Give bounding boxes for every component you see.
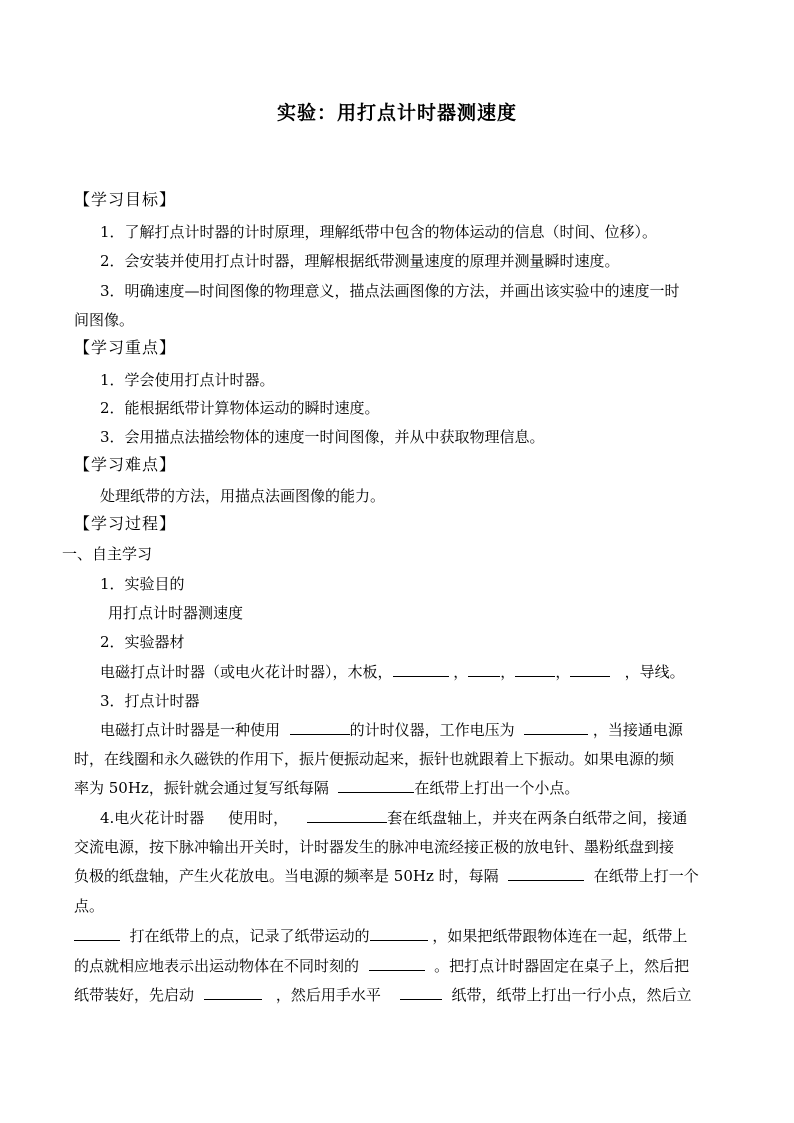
purpose-text: 用打点计时器测速度 — [108, 604, 244, 622]
timer-label: 3．打点计时器 — [100, 692, 200, 710]
record-line-2 — [74, 956, 724, 976]
process-heading: 【学习过程】 — [74, 514, 177, 533]
goal-item-3-cont: 间图像。 — [74, 311, 135, 329]
text-fragment: 纸带，纸带上打出一行小点，然后立 — [451, 986, 692, 1004]
difficulty-text: 处理纸带的方法，用描点法画图像的能力。 — [100, 487, 386, 505]
blank-field[interactable] — [307, 808, 387, 823]
blank-field[interactable] — [508, 866, 584, 881]
blank-field[interactable] — [204, 985, 262, 1000]
goal-item-3: 3．明确速度—时间图像的物理意义，描点法画图像的方法，并画出该实验中的速度一时 — [100, 282, 680, 300]
equipment-line: 电磁打点计时器（或电火花计时器），木板， ， ， ， ，导线。 — [100, 663, 685, 681]
blank-field[interactable] — [290, 720, 350, 735]
blank-field[interactable] — [570, 662, 610, 677]
text-fragment: 4.电火花计时器 — [100, 809, 205, 827]
page-title: 实验：用打点计时器测速度 — [276, 102, 517, 124]
text-fragment: 在纸带上打出一个小点。 — [414, 779, 580, 797]
purpose-label: 1．实验目的 — [100, 575, 185, 593]
difficulty-heading: 【学习难点】 — [74, 455, 177, 474]
blank-field[interactable] — [369, 956, 425, 971]
text-fragment: 。把打点计时器固定在桌子上，然后把 — [434, 957, 690, 975]
blank-field[interactable] — [524, 720, 588, 735]
text-fragment: 在纸带上打一个 — [593, 867, 699, 885]
section-self-study: 一、自主学习 — [62, 545, 153, 563]
record-line-3 — [74, 985, 724, 1005]
record-line-1 — [74, 926, 724, 946]
text-fragment: 纸带装好，先启动 — [74, 986, 195, 1004]
text-fragment: 负极的纸盘轴，产生火花放电。当电源的频率是 50Hz 时，每隔 — [74, 867, 499, 885]
blank-field[interactable] — [515, 662, 555, 677]
spark-line-2: 交流电源，按下脉冲输出开关时，计时器发生的脉冲电流经接正极的放电针、墨粉纸盘到接 — [74, 838, 675, 856]
timer-line-3 — [74, 778, 724, 798]
text-fragment: ，然后用手水平 — [275, 986, 381, 1004]
blank-field[interactable] — [400, 985, 442, 1000]
blank-field[interactable] — [74, 926, 120, 941]
spark-line-1 — [100, 808, 750, 828]
blank-field[interactable] — [468, 662, 500, 677]
key-item-3: 3．会用描点法描绘物体的速度一时间图像，并从中获取物理信息。 — [100, 428, 545, 446]
goal-item-2: 2．会安装并使用打点计时器，理解根据纸带测量速度的原理并测量瞬时速度。 — [100, 252, 620, 270]
text-fragment: 使用时， — [228, 809, 289, 827]
spark-line-4: 点。 — [74, 897, 105, 915]
equipment-label: 2．实验器材 — [100, 633, 185, 651]
text-fragment: ，如果把纸带跟物体连在一起，纸带上 — [432, 927, 688, 945]
timer-line-1 — [100, 720, 750, 740]
text-fragment: 率为 50Hz，振针就会通过复写纸每隔 — [74, 779, 329, 797]
text-fragment: 的计时仪器，工作电压为 — [349, 721, 515, 739]
equipment-text-end: ，导线。 — [624, 663, 685, 681]
key-item-1: 1．学会使用打点计时器。 — [100, 371, 275, 389]
key-item-2: 2．能根据纸带计算物体运动的瞬时速度。 — [100, 399, 380, 417]
blank-field[interactable] — [338, 778, 414, 793]
goal-item-1: 1．了解打点计时器的计时原理，理解纸带中包含的物体运动的信息（时间、位移）。 — [100, 223, 658, 241]
text-fragment: ，当接通电源 — [592, 721, 683, 739]
text-fragment: 套在纸盘轴上，并夹在两条白纸带之间，接通 — [387, 809, 688, 827]
equipment-text: 电磁打点计时器（或电火花计时器），木板， — [100, 663, 393, 681]
blank-field[interactable] — [370, 926, 428, 941]
text-fragment: 电磁打点计时器是一种使用 — [100, 721, 281, 739]
text-fragment: 的点就相应地表示出运动物体在不同时刻的 — [74, 957, 360, 975]
text-fragment: 打在纸带上的点，记录了纸带运动的 — [129, 927, 370, 945]
blank-field[interactable] — [393, 662, 449, 677]
key-heading: 【学习重点】 — [74, 338, 177, 357]
timer-line-2: 时，在线圈和永久磁铁的作用下，振片便振动起来，振针也就跟着上下振动。如果电源的频 — [74, 750, 675, 768]
spark-line-3 — [74, 866, 724, 886]
goals-heading: 【学习目标】 — [74, 190, 177, 209]
